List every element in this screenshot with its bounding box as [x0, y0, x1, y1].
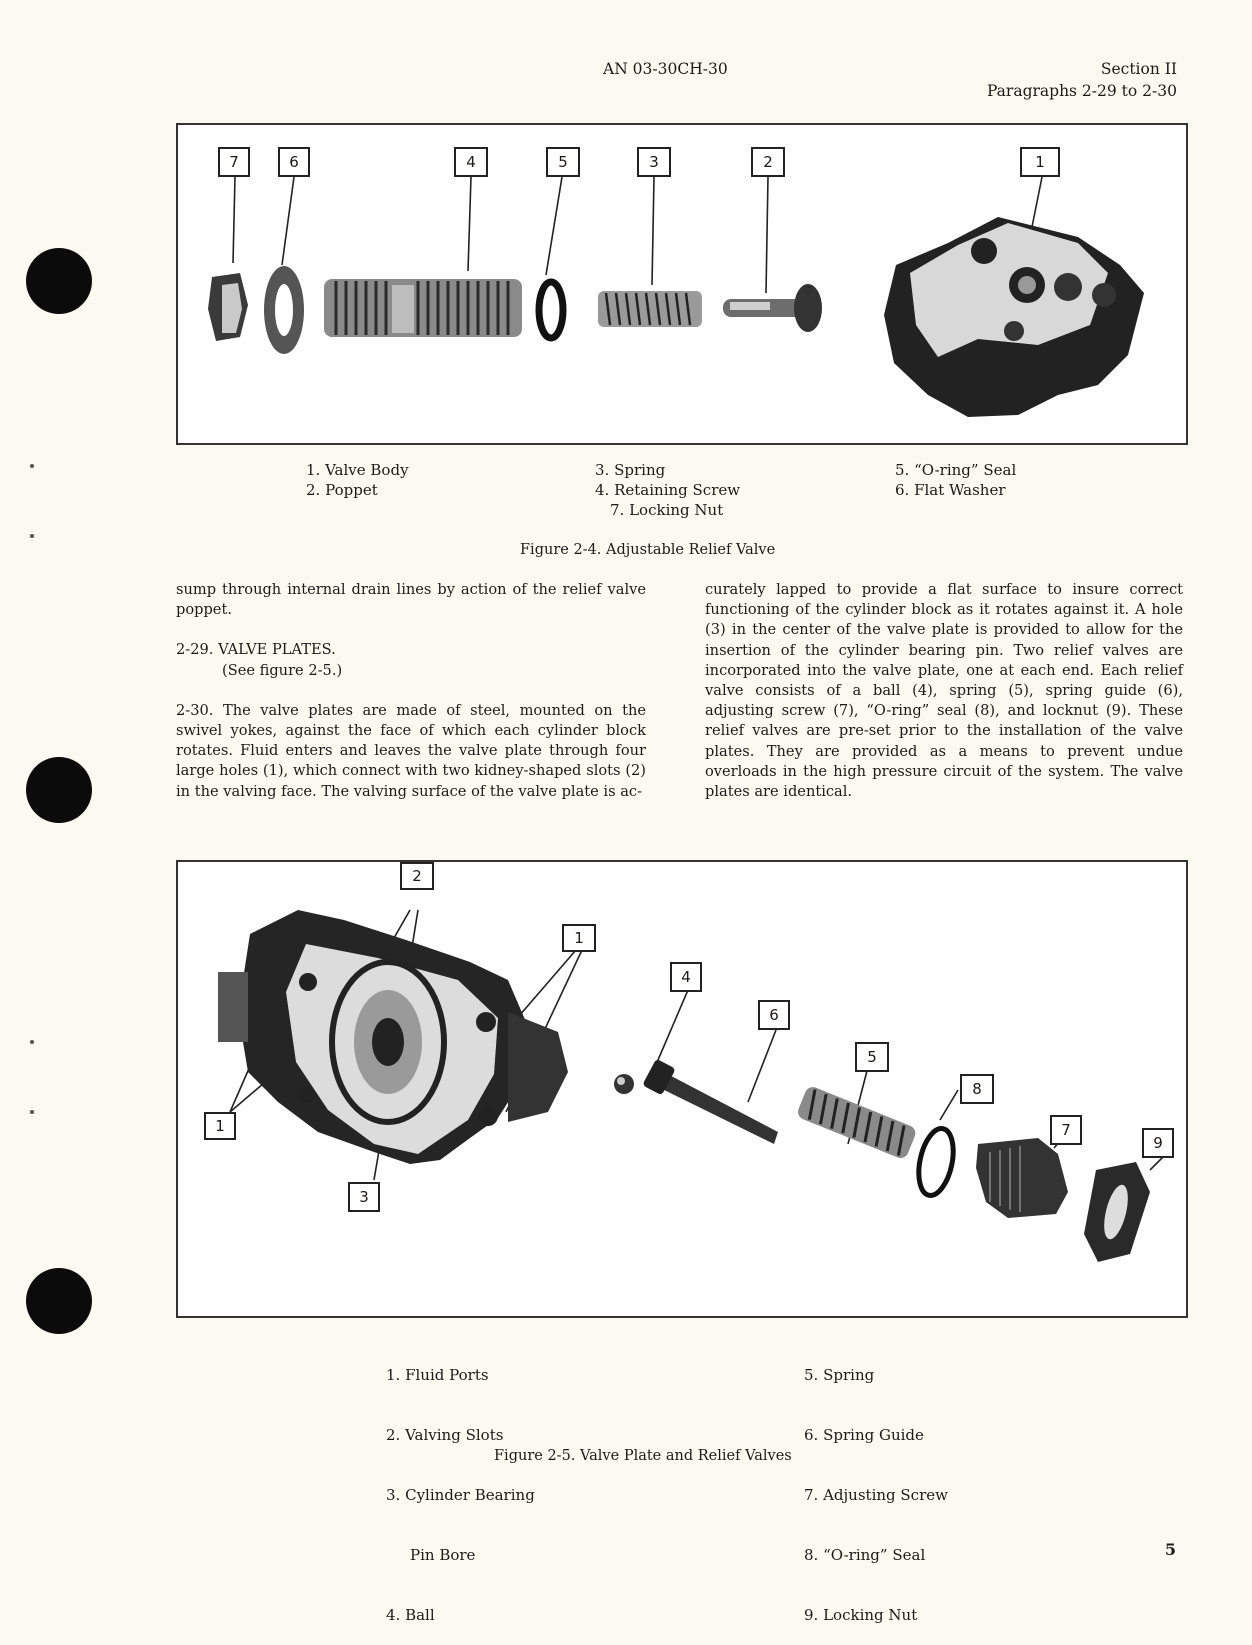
valve-plate-exploded-drawing [178, 862, 1190, 1320]
callout-7: 7 [1050, 1115, 1082, 1145]
fig25-legend-item-9: 9. Locking Nut [804, 1606, 918, 1624]
body-left-column [176, 580, 646, 802]
callout-9: 9 [1142, 1128, 1174, 1158]
section-label: Section II [1100, 60, 1177, 78]
callout-4: 4 [670, 962, 702, 992]
fig25-legend-item-3-cont: Pin Bore [410, 1546, 476, 1564]
fig24-legend-item-3: 3. Spring [595, 461, 666, 479]
fig25-legend-item-4: 4. Ball [386, 1606, 435, 1624]
body-right-column [705, 580, 1183, 802]
paragraph-2-30: 2-30. The valve plates are made of steel, mounted on the swivel yokes, against the face of which each cylinder block rotates. Fluid enters and leaves the valve plate through four large holes (1), which connect with two kidney-shaped slots (2) in the valving face. The valving surface of the valve plate is ac- [176, 701, 646, 800]
fig25-legend-item-1: 1. Fluid Ports [386, 1366, 489, 1384]
callout-6: 6 [758, 1000, 790, 1030]
callout-3: 3 [348, 1182, 380, 1212]
figure-2-5-caption: Figure 2-5. Valve Plate and Relief Valves [494, 1448, 792, 1464]
callout-3: 3 [637, 147, 671, 177]
fig25-legend-item-2: 2. Valving Slots [386, 1426, 504, 1444]
fig24-legend-item-1: 1. Valve Body [306, 461, 409, 479]
callout-1: 1 [1020, 147, 1060, 177]
paragraphs-range: Paragraphs 2-29 to 2-30 [986, 82, 1177, 100]
callout-2: 2 [400, 862, 434, 890]
fig25-legend-item-8: 8. “O-ring” Seal [804, 1546, 926, 1564]
fig24-legend-item-2: 2. Poppet [306, 481, 378, 499]
punch-hole-bottom [26, 1268, 92, 1334]
fig24-legend-item-6: 6. Flat Washer [895, 481, 1006, 499]
figure-2-4-caption: Figure 2-4. Adjustable Relief Valve [520, 542, 776, 558]
speck [30, 534, 34, 538]
fig25-legend-left [386, 1325, 535, 1645]
fig24-legend-item-4: 4. Retaining Screw [595, 481, 741, 499]
callout-4: 4 [454, 147, 488, 177]
continuation-paragraph: sump through internal drain lines by action of the relief valve poppet. [176, 581, 646, 619]
speck [30, 1040, 34, 1044]
punch-hole-top [26, 248, 92, 314]
document-number: AN 03-30CH-30 [603, 60, 728, 78]
callout-1-left: 1 [204, 1112, 236, 1140]
fig24-legend-item-5: 5. “O-ring” Seal [895, 461, 1017, 479]
fig25-legend-item-7: 7. Adjusting Screw [804, 1486, 948, 1504]
fig25-legend-item-3: 3. Cylinder Bearing [386, 1486, 535, 1504]
callout-2: 2 [751, 147, 785, 177]
callout-7: 7 [218, 147, 250, 177]
callout-1-right: 1 [562, 924, 596, 952]
figure-2-4-image [176, 123, 1188, 445]
callout-5: 5 [546, 147, 580, 177]
fig25-legend-item-6: 6. Spring Guide [804, 1426, 924, 1444]
punch-hole-middle [26, 757, 92, 823]
callout-6: 6 [278, 147, 310, 177]
speck [30, 464, 34, 468]
page-number: 5 [1164, 1540, 1176, 1559]
paragraph-2-30-continued: curately lapped to provide a flat surface to insure correct functioning of the cylinder block as it rotates against it. A hole (3) in the center of the valve plate is provided to allow for the insertion of the cylinder bearing pin. Two relief valves are incorporated into the valve plate, one at each end. Each relief valve consists of a ball (4), spring (5), spring guide (6), adjusting screw (7), “O-ring” seal (8), and locknut (9). These relief valves are pre-set prior to the installation of the valve plates. They are provided as a means to prevent undue overloads in the high pressure circuit of the system. The valve plates are identical. [705, 581, 1183, 801]
fig25-legend-item-5: 5. Spring [804, 1366, 875, 1384]
figure-2-5-image [176, 860, 1188, 1318]
fig24-legend-item-7: 7. Locking Nut [610, 501, 724, 519]
speck [30, 1110, 34, 1114]
figure-reference: (See figure 2-5.) [222, 661, 343, 679]
section-heading-2-29: 2-29. VALVE PLATES. [176, 641, 336, 659]
fig25-legend-right [804, 1325, 948, 1645]
callout-8: 8 [960, 1074, 994, 1104]
callout-5: 5 [855, 1042, 889, 1072]
